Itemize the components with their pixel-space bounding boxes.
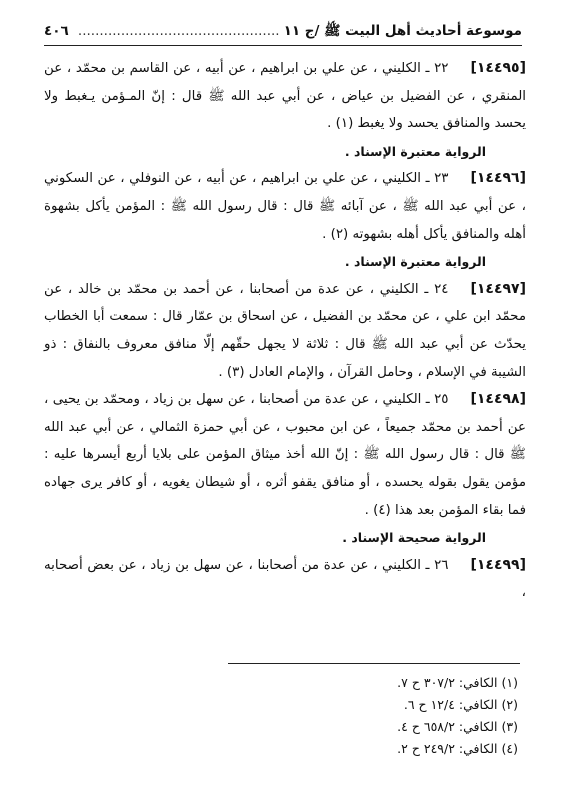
hadith-text: ٢٣ ـ الكليني ، عن علي بن ابراهيم ، عن أبيه ، عن النوفلي ، عن السكوني ، عن أبي عبد الله ﷺ ، عن آبائه ﷺ قال : قال رسول الله ﷺ : المؤمن يأكل بشهوة أهله والمنافق يأكل أهله بشهوته (٢) . <box>44 171 526 242</box>
hadith-paragraph <box>44 552 526 607</box>
hadith-number: [١٤٤٩٧] <box>470 280 526 297</box>
leader-dots: ............................................... <box>77 23 280 39</box>
book-title: موسوعة أحاديث أهل البيت ﷺ /ج ١١ <box>283 23 522 39</box>
header-rule <box>44 45 522 46</box>
hadith-text: ٢٦ ـ الكليني ، عن عدة من أصحابنا ، عن سهل بن زياد ، عن بعض أصحابه ، <box>44 557 526 601</box>
hadith-text: ٢٥ ـ الكليني ، عن عدة من أصحابنا ، عن سهل بن زياد ، ومحمّد بن يحيى ، عن أحمد بن محمّد جميعاً ، عن ابن محبوب ، عن أبي حمزة الثمالي ، عن أبي عبد الله ﷺ قال : قال رسول الله ﷺ : إنّ الله أخذ ميثاق المؤمن على بلايا أربع أيسرها عليه : مؤمن يقول بقوله يحسده ، أو منافق يقفو أثره ، أو شيطان يغويه ، أو كافر يرى جهاده فما بقاء المؤمن بعد هذا (٤) . <box>44 392 526 518</box>
footnote: (٢) الكافي: ١٢/٤ ح ٦. <box>403 697 518 712</box>
hadith-paragraph <box>44 165 526 248</box>
footnote: (٤) الكافي: ٢٤٩/٢ ح ٢. <box>397 741 518 756</box>
hadith-text: ٢٢ ـ الكليني ، عن علي بن ابراهيم ، عن أبيه ، عن القاسم بن محمّد ، عن المنقري ، عن الفضيل بن عياض ، عن أبي عبد الله ﷺ قال : إنّ المـؤمن يـغبط ولا يحسد والمنافق يحسد ولا يغبط (١) . <box>44 61 526 132</box>
hadith-number: [١٤٤٩٩] <box>470 556 526 573</box>
footnote: (١) الكافي: ٣٠٧/٢ ح ٧. <box>397 675 518 690</box>
chain-note: الرواية معتبرة الإسناد . <box>344 254 486 270</box>
page-number: ٤٠٦ <box>44 23 69 39</box>
hadith-number: [١٤٤٩٥] <box>470 60 526 76</box>
chain-note: الرواية صحيحة الإسناد . <box>342 530 486 546</box>
footnote: (٣) الكافي: ٦٥٨/٢ ح ٤. <box>397 719 518 734</box>
hadith-number: [١٤٤٩٦] <box>470 170 526 187</box>
hadith-paragraph <box>44 55 526 138</box>
hadith-text: ٢٤ ـ الكليني ، عن عدة من أصحابنا ، عن أحمد بن محمّد بن خالد ، عن محمّد ابن علي ، عن محمّد بن الفضيل ، عن اسحاق بن عمّار قال : سمعت أبا الخطاب يحدّث عن أبي عبد الله ﷺ قال : ثلاثة لا يجهل حقّهم إلّا منافق معروف بالنفاق : ذو الشيبة في الإسلام ، وحامل القرآن ، والإمام العادل (٣) . <box>44 281 526 380</box>
footnotes <box>397 672 518 760</box>
hadith-number: [١٤٤٩٨] <box>470 391 526 408</box>
chain-note: الرواية معتبرة الإسناد . <box>344 143 486 159</box>
running-header <box>44 22 522 42</box>
hadith-paragraph <box>44 386 526 524</box>
footnote-rule <box>228 663 520 664</box>
main-text <box>44 55 526 607</box>
hadith-paragraph <box>44 276 526 386</box>
